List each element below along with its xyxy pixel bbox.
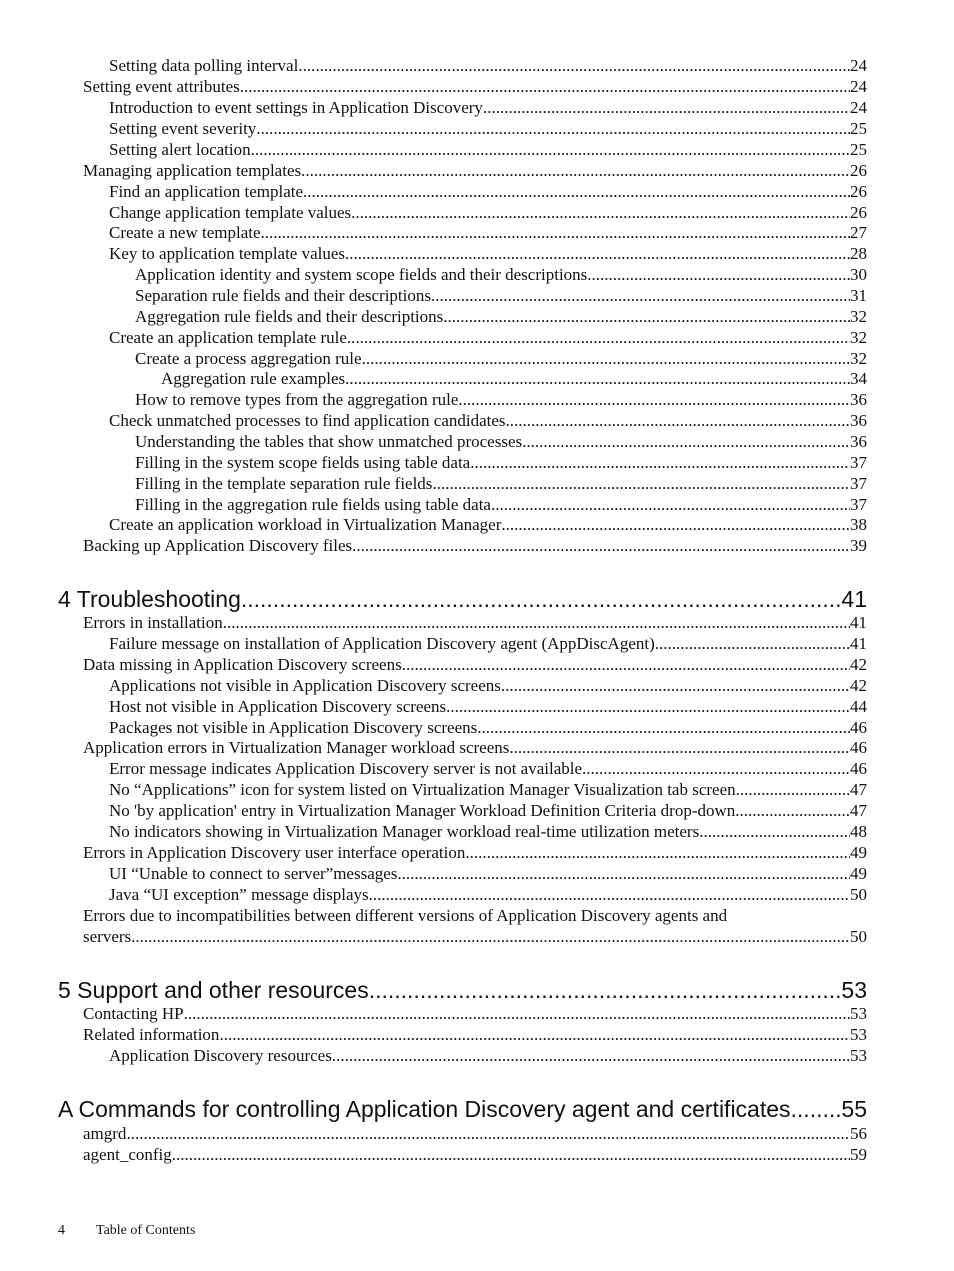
toc-chapter[interactable]	[58, 1095, 867, 1123]
footer-label: Table of Contents	[96, 1223, 196, 1238]
toc-chapter-page: 53	[841, 977, 867, 1003]
toc-entry[interactable]	[109, 182, 867, 202]
toc-entry[interactable]	[109, 244, 867, 264]
toc-entry[interactable]	[135, 390, 867, 410]
toc-chapter-page: 41	[841, 586, 867, 612]
toc-entry-page: 37	[850, 474, 867, 493]
toc-entry-title: Find an application template	[109, 182, 304, 201]
toc-entry-title: amgrd	[83, 1124, 127, 1143]
toc-chapter-title: A Commands for controlling Application Discovery agent and certificates	[58, 1096, 791, 1122]
toc-entry[interactable]	[109, 697, 867, 717]
toc-entry-title: Aggregation rule examples	[161, 369, 346, 388]
toc-entry-title: Backing up Application Discovery files	[83, 536, 353, 555]
toc-entry[interactable]	[109, 56, 867, 76]
toc-entry-title: Failure message on installation of Application Discovery agent (AppDiscAgent)	[109, 634, 655, 653]
toc-entry-title: Filling in the aggregation rule fields using table data	[135, 495, 491, 514]
toc-entry[interactable]	[109, 718, 867, 738]
toc-entry[interactable]	[109, 780, 867, 800]
toc-entry-title: Contacting HP	[83, 1004, 184, 1023]
toc-entry-title: Application Discovery resources	[109, 1046, 332, 1065]
toc-entry-title: Understanding the tables that show unmatched processes	[135, 432, 523, 451]
toc-entry-page: 26	[850, 161, 867, 180]
toc-entry[interactable]	[135, 349, 867, 369]
toc-entry[interactable]	[109, 223, 867, 243]
toc-entry-page: 46	[850, 759, 867, 778]
toc-entry[interactable]	[135, 495, 867, 515]
toc-entry-title: Aggregation rule fields and their descriptions	[135, 307, 444, 326]
toc-entry[interactable]	[83, 1124, 867, 1144]
toc-entry-page: 41	[850, 613, 867, 632]
toc-entry-page: 44	[850, 697, 867, 716]
toc-entry-title: Setting event attributes	[83, 77, 240, 96]
toc-entry-page: 37	[850, 495, 867, 514]
toc-entry-title: Errors in Application Discovery user interface operation	[83, 843, 466, 862]
toc-entry[interactable]	[109, 98, 867, 118]
toc-entry-page: 50	[850, 885, 867, 904]
toc-entry-page: 27	[850, 223, 867, 242]
toc-entry-title: No indicators showing in Virtualization Manager workload real-time utilization meters	[109, 822, 700, 841]
toc-entry-title: Create an application workload in Virtualization Manager	[109, 515, 502, 534]
toc-entry-page: 32	[850, 307, 867, 326]
toc-entry[interactable]	[161, 369, 867, 389]
toc-entry[interactable]	[109, 885, 867, 905]
toc-entry[interactable]	[109, 822, 867, 842]
page-footer	[58, 1222, 195, 1240]
toc-entry-page: 24	[850, 98, 867, 117]
toc-entry-title: Introduction to event settings in Application Discovery	[109, 98, 483, 117]
toc-entry-title: Setting data polling interval	[109, 56, 299, 75]
toc-entry-page: 39	[850, 536, 867, 555]
toc-entry-title: No 'by application' entry in Virtualization Manager Workload Definition Criteria drop-down	[109, 801, 736, 820]
toc-entry-page: 47	[850, 780, 867, 799]
toc-entry-page: 28	[850, 244, 867, 263]
toc-entry-title: Java “UI exception” message displays	[109, 885, 369, 904]
toc-entry[interactable]	[83, 613, 867, 633]
toc-entry-page: 41	[850, 634, 867, 653]
toc-entry-title: Host not visible in Application Discovery screens	[109, 697, 447, 716]
toc-entry-title: Data missing in Application Discovery screens	[83, 655, 402, 674]
toc-entry-title: Application errors in Virtualization Manager workload screens	[83, 738, 510, 757]
toc-entry-title: How to remove types from the aggregation rule	[135, 390, 459, 409]
toc-entry[interactable]	[109, 203, 867, 223]
toc-entry-title: Create a process aggregation rule	[135, 349, 362, 368]
toc-entry-page: 36	[850, 432, 867, 451]
toc-entry-title: Setting alert location	[109, 140, 251, 159]
toc-entry-page: 42	[850, 655, 867, 674]
toc-entry-page: 56	[850, 1124, 867, 1143]
toc-entry[interactable]	[109, 140, 867, 160]
toc-entry-page: 25	[850, 140, 867, 159]
toc-entry-page: 38	[850, 515, 867, 534]
toc-entry-title: Related information	[83, 1025, 220, 1044]
toc-entry-title: Managing application templates	[83, 161, 302, 180]
toc-entry[interactable]	[109, 119, 867, 139]
toc-chapter-title: 4 Troubleshooting	[58, 586, 241, 612]
toc-entry-title: Check unmatched processes to find application candidates	[109, 411, 506, 430]
toc-entry-page: 50	[850, 927, 867, 946]
toc-entry-page: 59	[850, 1145, 867, 1164]
toc-entry-page: 42	[850, 676, 867, 695]
toc-entry-page: 46	[850, 718, 867, 737]
toc-entry[interactable]	[135, 432, 867, 452]
toc-entry[interactable]	[109, 801, 867, 821]
toc-entry-title: Create an application template rule	[109, 328, 347, 347]
toc-entry-title: Key to application template values	[109, 244, 346, 263]
toc-entry-title: UI “Unable to connect to server”messages	[109, 864, 398, 883]
toc-chapter[interactable]	[58, 976, 867, 1004]
toc-chapter-title: 5 Support and other resources	[58, 977, 369, 1003]
toc-entry-title: Filling in the template separation rule fields	[135, 474, 433, 493]
toc-entry[interactable]	[83, 738, 867, 758]
toc-entry[interactable]	[135, 265, 867, 285]
toc-entry-page: 49	[850, 864, 867, 883]
toc-entry-title: Application identity and system scope fields and their descriptions	[135, 265, 588, 284]
toc-entry[interactable]	[109, 328, 867, 348]
toc-entry[interactable]	[109, 411, 867, 431]
toc-entry[interactable]	[135, 307, 867, 327]
toc-entry-page: 53	[850, 1025, 867, 1044]
toc-entry-title: servers	[83, 927, 132, 946]
toc-entry-page: 36	[850, 411, 867, 430]
toc-entry[interactable]	[109, 1046, 867, 1066]
toc-entry[interactable]	[109, 864, 867, 884]
toc-entry-title: Errors in installation	[83, 613, 223, 632]
toc-entry-page: 24	[850, 56, 867, 75]
toc-entry-title: Packages not visible in Application Discovery screens	[109, 718, 478, 737]
toc-entry[interactable]	[83, 77, 867, 97]
toc-entry-page: 31	[850, 286, 867, 305]
toc-entry[interactable]	[83, 1025, 867, 1045]
toc-entry-page: 25	[850, 119, 867, 138]
toc-entry[interactable]	[83, 843, 867, 863]
toc-entry[interactable]	[135, 453, 867, 473]
toc-entry[interactable]	[83, 927, 867, 947]
toc-entry[interactable]	[109, 515, 867, 535]
toc-entry[interactable]	[135, 286, 867, 306]
toc-entry[interactable]	[109, 759, 867, 779]
toc-entry-page: 26	[850, 203, 867, 222]
toc-entry[interactable]	[109, 676, 867, 696]
toc-chapter[interactable]	[58, 585, 867, 613]
toc-entry-title: Separation rule fields and their descriptions	[135, 286, 431, 305]
toc-entry-page: 53	[850, 1004, 867, 1023]
toc-entry-page: 46	[850, 738, 867, 757]
toc-entry-title: Create a new template	[109, 223, 261, 242]
toc-entry-page: 30	[850, 265, 867, 284]
toc-chapter-page: 55	[841, 1096, 867, 1122]
toc-entry[interactable]	[83, 161, 867, 181]
toc-entry[interactable]	[109, 634, 867, 654]
toc-entry[interactable]	[83, 655, 867, 675]
toc-entry-page: 32	[850, 328, 867, 347]
toc-entry-page: 53	[850, 1046, 867, 1065]
toc-entry[interactable]	[83, 1004, 867, 1024]
toc-entry-title: agent_config	[83, 1145, 172, 1164]
toc-entry-wrapped-line[interactable]: Errors due to incompatibilities between different versions of Application Discovery agents and	[83, 906, 728, 925]
toc-entry-page: 24	[850, 77, 867, 96]
toc-entry-page: 48	[850, 822, 867, 841]
toc-entry[interactable]	[83, 536, 867, 556]
toc-entry[interactable]	[135, 474, 867, 494]
toc-entry-page: 34	[850, 369, 867, 388]
toc-entry-page: 36	[850, 390, 867, 409]
footer-page-number: 4	[58, 1223, 65, 1238]
toc-entry-title: Filling in the system scope fields using table data	[135, 453, 471, 472]
toc-entry-page: 49	[850, 843, 867, 862]
toc-entry-title: Applications not visible in Application Discovery screens	[109, 676, 501, 695]
toc-entry-page: 26	[850, 182, 867, 201]
toc-entry-title: Setting event severity	[109, 119, 257, 138]
toc-entry-title: Error message indicates Application Discovery server is not available	[109, 759, 583, 778]
toc-entry-page: 37	[850, 453, 867, 472]
toc-entry-page: 47	[850, 801, 867, 820]
toc-entry-title: Change application template values	[109, 203, 352, 222]
toc-entry-page: 32	[850, 349, 867, 368]
toc-entry[interactable]	[83, 1145, 867, 1165]
toc-entry-title: No “Applications” icon for system listed on Virtualization Manager Visualization tab screen	[109, 780, 736, 799]
